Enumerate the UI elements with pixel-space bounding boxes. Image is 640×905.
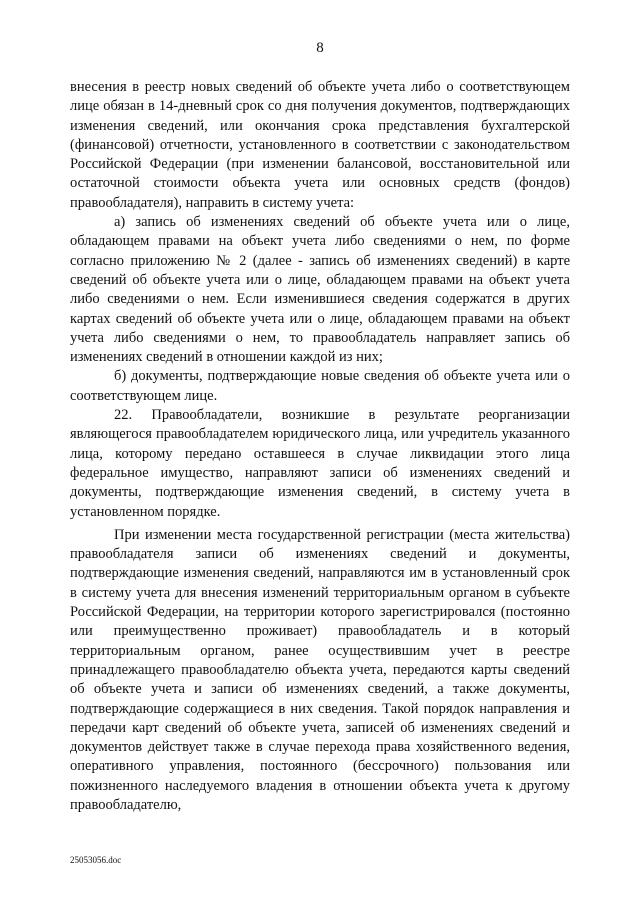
paragraph-registration-change: При изменении места государственной регистрации (места жительства) правообладателя записи об изменениях сведений и документы, подтверждающие изменения сведений, направляются им в установленный срок в систему учета для внесения изменений территориальным органом в субъекте Российской Федерации, на территории которого зарегистрировался (постоянно или преимущественно проживает) правообладатель и в который территориальным органом, ранее осуществившим учет в реестре принадлежащего правообладателю объекта учета, передаются карты сведений об объекте учета и записи об изменениях сведений, а также документы, подтверждающие содержащиеся в них сведения. Такой порядок направления и передачи карт сведений об объекте учета, записей об изменениях сведений и документов действует также в случае перехода права хозяйственного ведения, оперативного управления, постоянного (бессрочного) пользования или пожизненного наследуемого владения в отношении объекта учета к другому правообладателю, xyxy=(70,526,570,813)
paragraph-section-22: 22. Правообладатели, возникшие в результате реорганизации являющегося правообладателем юридического лица, или учредитель указанного лица, которому передано оставшееся в случае ликвидации этого лица федеральное имущество, направляют записи об изменениях сведений и документы, подтверждающие изменения сведений, в систему учета в установленном порядке. xyxy=(70,407,570,520)
file-name-footer: 25053056.doc xyxy=(70,855,122,865)
document-body xyxy=(70,78,570,815)
paragraph-item-a: а) запись об изменениях сведений об объекте учета или о лице, обладающем правами на объект учета либо сведениями о нем, по форме согласно приложению № 2 (далее - запись об изменениях сведений) в карте сведений об объекте учета или о лице, обладающем правами на объект учета либо сведениями о нем. Если изменившиеся сведения содержатся в других картах сведений об объекте учета или о лице, обладающем правами на объект учета либо сведениями о нем, то правообладатель направляет запись об изменениях сведений в отношении каждой из них; xyxy=(70,214,570,366)
page-number: 8 xyxy=(316,40,324,56)
paragraph-item-b: б) документы, подтверждающие новые сведения об объекте учета или о соответствующем лице. xyxy=(70,368,570,404)
paragraph-continuation: внесения в реестр новых сведений об объекте учета либо о соответствующем лице обязан в 14-дневный срок со дня получения документов, подтверждающих изменения сведений, или окончания срока представления бухгалтерской (финансовой) отчетности, установленного в соответствии с законодательством Российской Федерации (при изменении балансовой, восстановительной или остаточной стоимости объекта учета или основных средств (фондов) правообладателя), направить в систему учета: xyxy=(70,79,570,211)
